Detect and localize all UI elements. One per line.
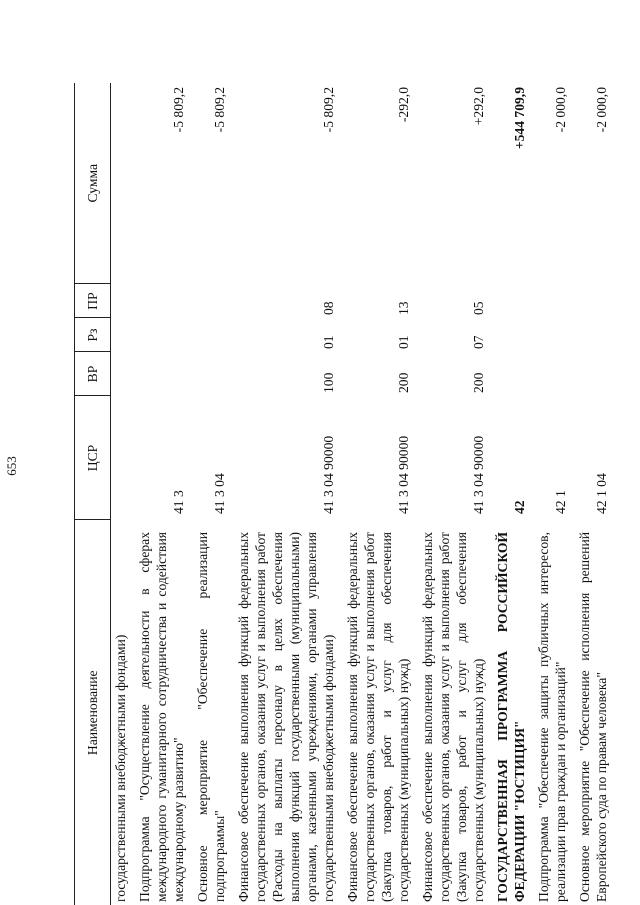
row-pr (131, 284, 189, 318)
column-header-sum: Сумма (75, 83, 111, 284)
row-vr (530, 352, 571, 396)
table-row (571, 83, 612, 905)
column-header-pr: ПР (75, 284, 111, 318)
row-name: Основное мероприятие "Обеспечение реализации подпрограммы" (195, 532, 227, 902)
table-row (230, 83, 339, 905)
row-rz: 07 (471, 335, 486, 349)
row-name: Основное мероприятие "Обеспечение исполнения решений Европейского суда по правам человека" (577, 532, 609, 902)
row-vr: 200 (471, 372, 486, 393)
budget-table-page (74, 83, 609, 905)
column-header-rz: Рз (75, 318, 111, 352)
row-vr (111, 352, 132, 396)
row-vr (571, 352, 612, 396)
row-csr (111, 396, 132, 520)
table-row (111, 83, 132, 905)
row-sum: -5 809,2 (321, 87, 336, 133)
row-vr (489, 352, 530, 396)
page-number: 653 (4, 456, 19, 476)
row-pr (189, 284, 230, 318)
row-pr (530, 284, 571, 318)
row-sum: -5 809,2 (171, 87, 186, 133)
column-header-name: Наименование (75, 520, 111, 905)
row-name: Финансовое обеспечение выполнения функций федеральных государственных органов, оказания услуг и выполнения работ (Закупка товаров, работ и услуг для обеспечения государственных (муниципальных) нужд) (345, 532, 411, 902)
row-name: государственными внебюджетными фондами) (113, 634, 128, 902)
table-row (489, 83, 530, 905)
table-header-row (75, 83, 111, 905)
budget-allocation-table (74, 83, 612, 905)
table-row (131, 83, 189, 905)
table-row (339, 83, 414, 905)
row-pr (571, 284, 612, 318)
row-rz (131, 318, 189, 352)
row-sum: -2 000,0 (553, 87, 568, 133)
row-vr (189, 352, 230, 396)
row-name: ГОСУДАРСТВЕННАЯ ПРОГРАММА РОССИЙСКОЙ ФЕДЕРАЦИИ "ЮСТИЦИЯ" (495, 532, 527, 902)
row-pr (489, 284, 530, 318)
row-pr: 05 (471, 301, 486, 315)
row-vr: 200 (396, 372, 411, 393)
column-header-csr: ЦСР (75, 396, 111, 520)
row-pr: 13 (396, 301, 411, 315)
row-rz (489, 318, 530, 352)
table-row (414, 83, 489, 905)
column-header-vr: ВР (75, 352, 111, 396)
row-sum: -292,0 (396, 87, 411, 123)
row-sum: -2 000,0 (594, 87, 609, 133)
row-csr: 41 3 04 90000 (396, 435, 411, 514)
row-name: Подпрограмма "Обеспечение защиты публичных интересов, реализации прав граждан и организаций" (536, 532, 568, 902)
row-csr: 42 1 (553, 490, 568, 514)
row-csr: 41 3 04 (212, 473, 227, 514)
row-rz: 01 (321, 335, 336, 349)
row-vr: 100 (321, 372, 336, 393)
row-name: Финансовое обеспечение выполнения функций федеральных государственных органов, оказания услуг и выполнения работ (Закупка товаров, работ и услуг для обеспечения государственных (муниципальных) нужд) (420, 532, 486, 902)
row-name: Подпрограмма "Осуществление деятельности в сферах международного гуманитарного сотрудничества и содействия международному развитию" (137, 532, 186, 902)
row-rz: 01 (396, 335, 411, 349)
row-sum (111, 83, 132, 284)
row-pr: 08 (321, 301, 336, 315)
row-rz (530, 318, 571, 352)
table-row (530, 83, 571, 905)
row-vr (131, 352, 189, 396)
row-csr: 42 (512, 500, 527, 514)
row-rz (571, 318, 612, 352)
row-rz (189, 318, 230, 352)
row-name: Финансовое обеспечение выполнения функций федеральных государственных органов, оказания услуг и выполнения работ (Расходы на выплаты персоналу в целях обеспечения выполнения функций государственными (муниципальными) органами, казенными учреждениями, органами управления государственными внебюджетными фондами) (236, 532, 336, 902)
table-row (189, 83, 230, 905)
row-rz (111, 318, 132, 352)
row-csr: 41 3 (171, 490, 186, 514)
row-csr: 42 1 04 (594, 473, 609, 514)
row-pr (111, 284, 132, 318)
row-csr: 41 3 04 90000 (471, 435, 486, 514)
row-sum: +292,0 (471, 87, 486, 126)
row-sum: +544 709,9 (512, 87, 527, 150)
row-sum: -5 809,2 (212, 87, 227, 133)
row-csr: 41 3 04 90000 (321, 435, 336, 514)
